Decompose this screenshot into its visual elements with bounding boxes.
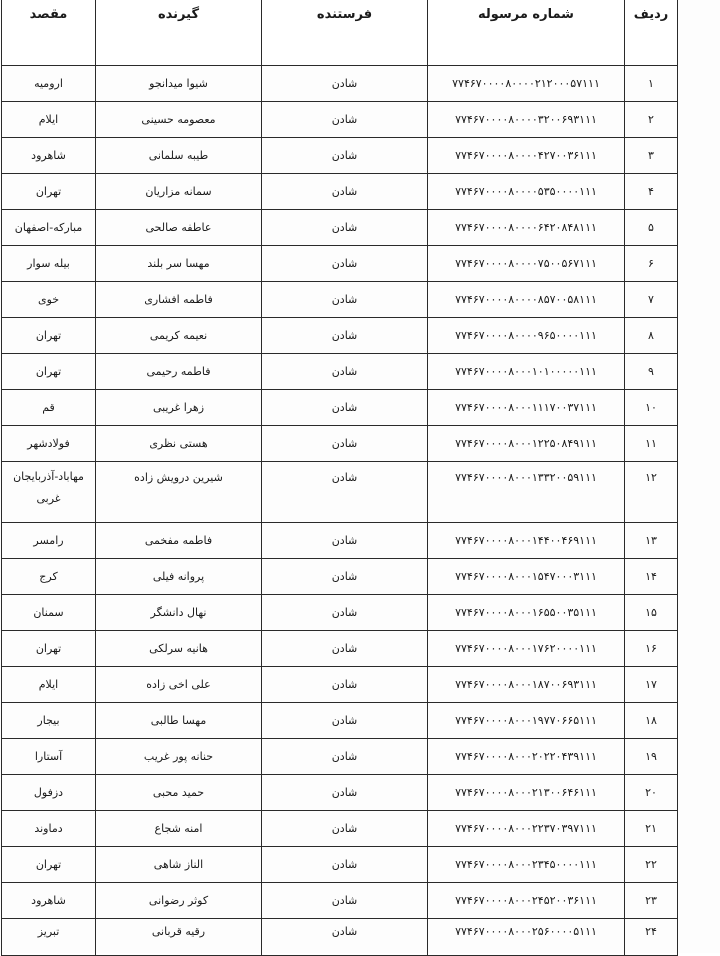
table-row (2, 282, 678, 318)
receiver-cell: پروانه فیلی (96, 559, 262, 595)
table-row (2, 66, 678, 102)
row-number-cell: ۱۵ (625, 595, 678, 631)
sender-cell: شادن (262, 390, 428, 426)
header-destination: مقصد (2, 0, 96, 66)
sender-cell: شادن (262, 631, 428, 667)
sender-cell: شادن (262, 919, 428, 956)
row-number-cell: ۱۶ (625, 631, 678, 667)
destination-cell: مبارکه-اصفهان (2, 210, 96, 246)
shipment-code-cell: ۷۷۴۶۷۰۰۰۰۸۰۰۰۲۰۲۲۰۴۳۹۱۱۱ (428, 739, 625, 775)
destination-cell: بیله سوار (2, 246, 96, 282)
receiver-cell: شیوا میدانجو (96, 66, 262, 102)
shipment-code-cell: ۷۷۴۶۷۰۰۰۰۸۰۰۰۰۳۲۰۰۶۹۳۱۱۱ (428, 102, 625, 138)
shipment-code-cell: ۷۷۴۶۷۰۰۰۰۸۰۰۰۰۷۵۰۰۵۶۷۱۱۱ (428, 246, 625, 282)
shipment-code-cell: ۷۷۴۶۷۰۰۰۰۸۰۰۰۲۲۳۷۰۳۹۷۱۱۱ (428, 811, 625, 847)
table-row (2, 390, 678, 426)
table-row (2, 318, 678, 354)
row-number-cell: ۲۳ (625, 883, 678, 919)
shipment-code-cell: ۷۷۴۶۷۰۰۰۰۸۰۰۰۰۴۲۷۰۰۳۶۱۱۱ (428, 138, 625, 174)
sender-cell: شادن (262, 739, 428, 775)
sender-cell: شادن (262, 246, 428, 282)
shipment-code-cell: ۷۷۴۶۷۰۰۰۰۸۰۰۰۱۴۴۰۰۴۶۹۱۱۱ (428, 523, 625, 559)
receiver-cell: نعیمه کریمی (96, 318, 262, 354)
sender-cell: شادن (262, 847, 428, 883)
receiver-cell: معصومه حسینی (96, 102, 262, 138)
shipment-code-cell: ۷۷۴۶۷۰۰۰۰۸۰۰۰۱۹۷۷۰۶۶۵۱۱۱ (428, 703, 625, 739)
shipment-code-cell: ۷۷۴۶۷۰۰۰۰۸۰۰۰۱۷۶۲۰۰۰۰۱۱۱ (428, 631, 625, 667)
row-number-cell: ۷ (625, 282, 678, 318)
sender-cell: شادن (262, 426, 428, 462)
table-row (2, 246, 678, 282)
destination-cell: تهران (2, 318, 96, 354)
row-number-cell: ۱۹ (625, 739, 678, 775)
sender-cell: شادن (262, 559, 428, 595)
receiver-cell: سمانه مزاریان (96, 174, 262, 210)
shipment-code-cell: ۷۷۴۶۷۰۰۰۰۸۰۰۰۰۸۵۷۰۰۵۸۱۱۱ (428, 282, 625, 318)
row-number-cell: ۱ (625, 66, 678, 102)
shipment-code-cell: ۷۷۴۶۷۰۰۰۰۸۰۰۰۱۲۲۵۰۸۴۹۱۱۱ (428, 426, 625, 462)
receiver-cell: حمید محبی (96, 775, 262, 811)
row-number-cell: ۱۸ (625, 703, 678, 739)
sender-cell: شادن (262, 667, 428, 703)
destination-cell: خوی (2, 282, 96, 318)
table-row (2, 811, 678, 847)
receiver-cell: مهسا سر بلند (96, 246, 262, 282)
sender-cell: شادن (262, 102, 428, 138)
row-number-cell: ۱۰ (625, 390, 678, 426)
destination-cell: تهران (2, 354, 96, 390)
destination-cell: تبریز (2, 919, 96, 956)
table-row (2, 631, 678, 667)
destination-cell: تهران (2, 847, 96, 883)
shipment-code-cell: ۷۷۴۶۷۰۰۰۰۸۰۰۰۲۱۳۰۰۶۴۶۱۱۱ (428, 775, 625, 811)
row-number-cell: ۱۲ (625, 462, 678, 523)
row-number-cell: ۲۲ (625, 847, 678, 883)
shipment-code-cell: ۷۷۴۶۷۰۰۰۰۸۰۰۰۲۵۶۰۰۰۰۵۱۱۱ (428, 919, 625, 956)
table-body (2, 66, 678, 956)
table-row (2, 174, 678, 210)
sender-cell: شادن (262, 811, 428, 847)
shipment-code-cell: ۷۷۴۶۷۰۰۰۰۸۰۰۰۱۵۴۷۰۰۰۳۱۱۱ (428, 559, 625, 595)
table-row (2, 462, 678, 523)
receiver-cell: شیرین درویش زاده (96, 462, 262, 523)
destination-cell: فولادشهر (2, 426, 96, 462)
row-number-cell: ۱۷ (625, 667, 678, 703)
row-number-cell: ۹ (625, 354, 678, 390)
table-row (2, 559, 678, 595)
row-number-cell: ۲ (625, 102, 678, 138)
destination-cell: کرج (2, 559, 96, 595)
table-row (2, 426, 678, 462)
receiver-cell: فاطمه رحیمی (96, 354, 262, 390)
table-row (2, 138, 678, 174)
shipments-table (1, 0, 678, 956)
row-number-cell: ۲۱ (625, 811, 678, 847)
row-number-cell: ۲۴ (625, 919, 678, 956)
destination-cell: مهاباد-آذربایجان غربی (2, 462, 96, 523)
table-row (2, 667, 678, 703)
destination-cell: دزفول (2, 775, 96, 811)
table-row (2, 919, 678, 956)
destination-cell: دماوند (2, 811, 96, 847)
destination-cell: بیجار (2, 703, 96, 739)
shipment-code-cell: ۷۷۴۶۷۰۰۰۰۸۰۰۰۲۴۵۲۰۰۳۶۱۱۱ (428, 883, 625, 919)
receiver-cell: فاطمه افشاری (96, 282, 262, 318)
sender-cell: شادن (262, 282, 428, 318)
header-sender: فرستنده (262, 0, 428, 66)
destination-cell: ایلام (2, 102, 96, 138)
sender-cell: شادن (262, 775, 428, 811)
shipment-code-cell: ۷۷۴۶۷۰۰۰۰۸۰۰۰۱۳۳۲۰۰۵۹۱۱۱ (428, 462, 625, 523)
sender-cell: شادن (262, 138, 428, 174)
destination-cell: ارومیه (2, 66, 96, 102)
sender-cell: شادن (262, 595, 428, 631)
table-row (2, 775, 678, 811)
receiver-cell: هستی نظری (96, 426, 262, 462)
table-row (2, 883, 678, 919)
destination-cell: تهران (2, 174, 96, 210)
shipment-code-cell: ۷۷۴۶۷۰۰۰۰۸۰۰۰۱۰۱۰۰۰۰۰۱۱۱ (428, 354, 625, 390)
destination-cell: شاهرود (2, 138, 96, 174)
sender-cell: شادن (262, 462, 428, 523)
table-header-row (2, 0, 678, 66)
shipment-code-cell: ۷۷۴۶۷۰۰۰۰۸۰۰۰۰۵۳۵۰۰۰۰۱۱۱ (428, 174, 625, 210)
shipment-code-cell: ۷۷۴۶۷۰۰۰۰۸۰۰۰۲۳۴۵۰۰۰۰۱۱۱ (428, 847, 625, 883)
sender-cell: شادن (262, 210, 428, 246)
shipment-code-cell: ۷۷۴۶۷۰۰۰۰۸۰۰۰۱۱۱۷۰۰۳۷۱۱۱ (428, 390, 625, 426)
destination-cell: تهران (2, 631, 96, 667)
receiver-cell: طیبه سلمانی (96, 138, 262, 174)
row-number-cell: ۸ (625, 318, 678, 354)
sender-cell: شادن (262, 174, 428, 210)
table-row (2, 354, 678, 390)
table-row (2, 210, 678, 246)
shipment-code-cell: ۷۷۴۶۷۰۰۰۰۸۰۰۰۰۹۶۵۰۰۰۰۱۱۱ (428, 318, 625, 354)
table-row (2, 523, 678, 559)
row-number-cell: ۵ (625, 210, 678, 246)
row-number-cell: ۶ (625, 246, 678, 282)
sender-cell: شادن (262, 703, 428, 739)
table-row (2, 703, 678, 739)
row-number-cell: ۲۰ (625, 775, 678, 811)
table-row (2, 102, 678, 138)
table-row (2, 847, 678, 883)
receiver-cell: زهرا غریبی (96, 390, 262, 426)
row-number-cell: ۱۳ (625, 523, 678, 559)
sender-cell: شادن (262, 66, 428, 102)
receiver-cell: امنه شجاع (96, 811, 262, 847)
destination-cell: شاهرود (2, 883, 96, 919)
sender-cell: شادن (262, 318, 428, 354)
header-shipment-code: شماره مرسوله (428, 0, 625, 66)
sender-cell: شادن (262, 354, 428, 390)
shipment-code-cell: ۷۷۴۶۷۰۰۰۰۸۰۰۰۰۶۴۲۰۸۴۸۱۱۱ (428, 210, 625, 246)
destination-cell: ایلام (2, 667, 96, 703)
row-number-cell: ۴ (625, 174, 678, 210)
receiver-cell: عاطفه صالحی (96, 210, 262, 246)
destination-cell: رامسر (2, 523, 96, 559)
shipment-code-cell: ۷۷۴۶۷۰۰۰۰۸۰۰۰۱۸۷۰۰۶۹۳۱۱۱ (428, 667, 625, 703)
receiver-cell: علی اخی زاده (96, 667, 262, 703)
receiver-cell: رقیه قربانی (96, 919, 262, 956)
receiver-cell: هانیه سرلکی (96, 631, 262, 667)
destination-cell: قم (2, 390, 96, 426)
row-number-cell: ۱۴ (625, 559, 678, 595)
receiver-cell: نهال دانشگر (96, 595, 262, 631)
header-row-number: ردیف (625, 0, 678, 66)
destination-cell: آستارا (2, 739, 96, 775)
shipment-code-cell: ۷۷۴۶۷۰۰۰۰۸۰۰۰۰۲۱۲۰۰۰۵۷۱۱۱ (428, 66, 625, 102)
shipment-code-cell: ۷۷۴۶۷۰۰۰۰۸۰۰۰۱۶۵۵۰۰۳۵۱۱۱ (428, 595, 625, 631)
sender-cell: شادن (262, 883, 428, 919)
receiver-cell: حنانه پور غریب (96, 739, 262, 775)
receiver-cell: الناز شاهی (96, 847, 262, 883)
destination-cell: سمنان (2, 595, 96, 631)
row-number-cell: ۱۱ (625, 426, 678, 462)
header-receiver: گیرنده (96, 0, 262, 66)
receiver-cell: مهسا طالبی (96, 703, 262, 739)
table-row (2, 739, 678, 775)
receiver-cell: فاطمه مفخمی (96, 523, 262, 559)
receiver-cell: کوثر رضوانی (96, 883, 262, 919)
table-row (2, 595, 678, 631)
row-number-cell: ۳ (625, 138, 678, 174)
sender-cell: شادن (262, 523, 428, 559)
